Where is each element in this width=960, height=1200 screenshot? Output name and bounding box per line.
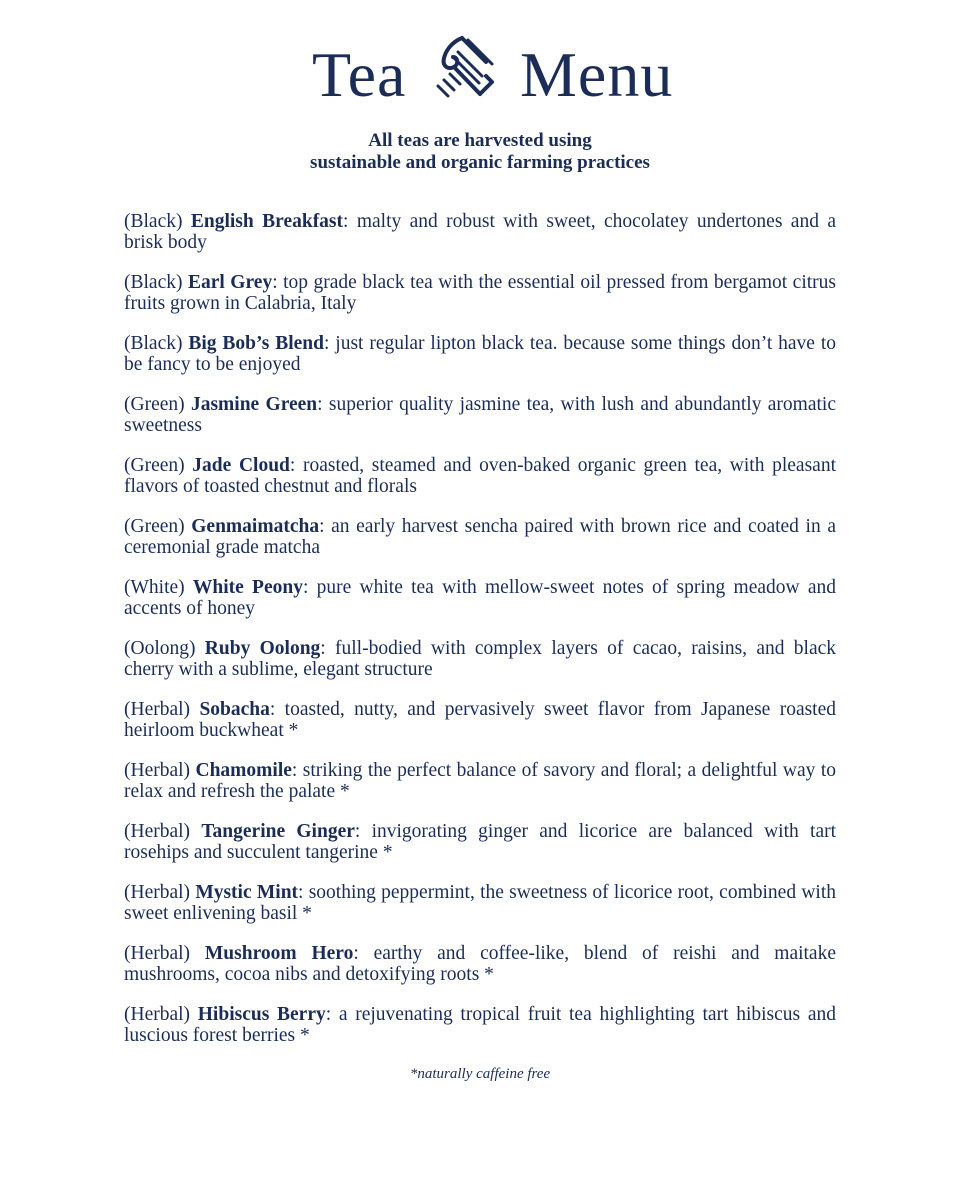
- tea-category: (Green): [124, 516, 185, 537]
- tea-name: Hibiscus Berry: [197, 1004, 326, 1025]
- tea-description: : toasted, nutty, and pervasively sweet flavor from Japanese roasted heirloom buckwheat *: [124, 699, 837, 741]
- tea-item: [124, 516, 836, 577]
- tea-name: Big Bob’s Blend: [188, 333, 324, 354]
- tea-category: (Herbal): [124, 821, 191, 842]
- tea-name: Chamomile: [195, 760, 292, 781]
- menu-header: [0, 30, 960, 110]
- subtitle: [0, 130, 960, 174]
- tea-item: [124, 394, 836, 455]
- caffeine-footnote: *naturally caffeine free: [409, 1066, 551, 1082]
- tea-category: (Herbal): [124, 882, 191, 903]
- tea-category: (Herbal): [124, 1004, 191, 1025]
- tea-category: (Herbal): [124, 760, 191, 781]
- tea-item: [124, 821, 836, 882]
- tea-category: (Herbal): [124, 699, 191, 720]
- tea-description: : a rejuvenating tropical fruit tea highlighting tart hibiscus and luscious forest berries *: [124, 1004, 836, 1046]
- tea-item: [124, 272, 836, 333]
- tea-item: [124, 333, 836, 394]
- subtitle-line-1: All teas are harvested using: [368, 130, 592, 151]
- tea-description: : superior quality jasmine tea, with lush and abundantly aromatic sweetness: [124, 394, 836, 436]
- tea-category: (Oolong): [124, 638, 196, 659]
- tea-name: Mystic Mint: [195, 882, 299, 903]
- tea-category: (Black): [124, 272, 183, 293]
- tea-name: Mushroom Hero: [204, 943, 354, 964]
- tea-name: Jasmine Green: [190, 394, 318, 415]
- title-word-tea: Tea: [312, 39, 407, 110]
- tea-description: : pure white tea with mellow-sweet notes of spring meadow and accents of honey: [124, 577, 836, 619]
- tea-name: English Breakfast: [190, 211, 344, 232]
- tea-category: (Black): [124, 211, 183, 232]
- tea-item: [124, 577, 836, 638]
- tea-name: Sobacha: [199, 699, 270, 720]
- tea-name: Tangerine Ginger: [201, 821, 355, 842]
- tea-name: Jade Cloud: [192, 455, 290, 476]
- tea-description: : invigorating ginger and licorice are balanced with tart rosehips and succulent tangerine *: [124, 821, 837, 863]
- tea-description: : top grade black tea with the essential oil pressed from bergamot citrus fruits grown in Calabria, Italy: [124, 272, 837, 314]
- tea-description: : roasted, steamed and oven-baked organic green tea, with pleasant flavors of toasted chestnut and florals: [124, 455, 836, 497]
- tea-item: [124, 699, 836, 760]
- tea-category: (Black): [124, 333, 183, 354]
- tea-item: [124, 760, 836, 821]
- tea-description: : soothing peppermint, the sweetness of licorice root, combined with sweet enlivening basil *: [124, 882, 836, 924]
- title-word-menu: Menu: [520, 39, 674, 110]
- tea-category: (White): [124, 577, 185, 598]
- tea-category: (Green): [124, 394, 185, 415]
- tea-item: [124, 455, 836, 516]
- tea-item: [124, 211, 836, 272]
- tea-list: [124, 211, 836, 1065]
- tea-description: : just regular lipton black tea. because some things don’t have to be fancy to be enjoyed: [124, 333, 836, 375]
- tea-category: (Green): [124, 455, 185, 476]
- tea-description: : earthy and coffee-like, blend of reishi and maitake mushrooms, cocoa nibs and detoxifying roots *: [124, 943, 836, 985]
- tea-category: (Herbal): [124, 943, 191, 964]
- tea-name: White Peony: [192, 577, 303, 598]
- tea-item: [124, 882, 836, 943]
- tea-description: : full-bodied with complex layers of cacao, raisins, and black cherry with a sublime, elegant structure: [124, 638, 836, 680]
- tea-description: : an early harvest sencha paired with brown rice and coated in a ceremonial grade matcha: [124, 516, 836, 558]
- tea-name: Earl Grey: [187, 272, 273, 293]
- tea-description: : malty and robust with sweet, chocolatey undertones and a brisk body: [124, 211, 837, 253]
- tea-name: Ruby Oolong: [204, 638, 321, 659]
- tea-item: [124, 1004, 836, 1065]
- column-capital-icon: [424, 30, 504, 110]
- tea-description: : striking the perfect balance of savory and floral; a delightful way to relax and refresh the palate *: [124, 760, 836, 802]
- tea-item: [124, 638, 836, 699]
- subtitle-line-2: sustainable and organic farming practices: [310, 152, 650, 173]
- tea-item: [124, 943, 836, 1004]
- tea-name: Genmaimatcha: [191, 516, 320, 537]
